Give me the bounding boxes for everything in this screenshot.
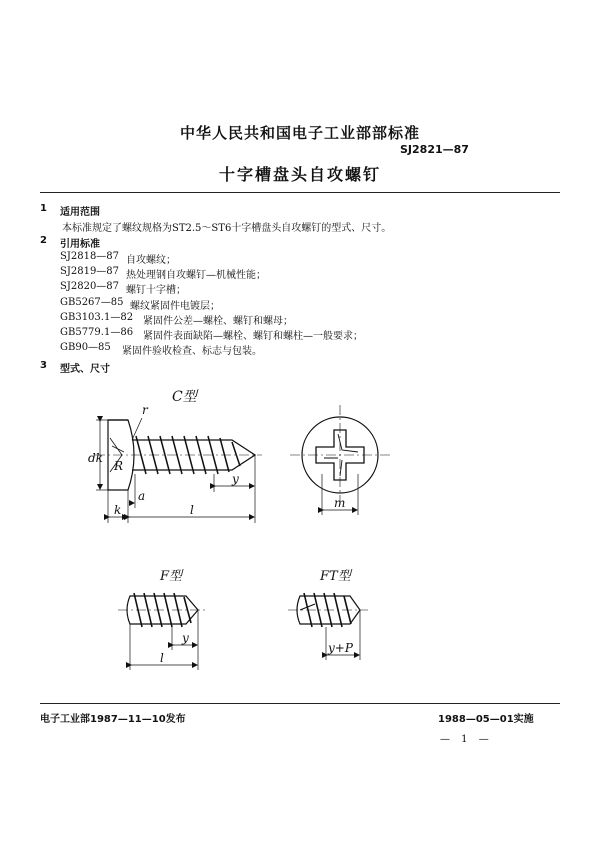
k-label: k — [114, 503, 122, 517]
y-label: y — [232, 472, 239, 486]
f-y-label: y — [182, 631, 189, 645]
ft-type-label: FT型 — [320, 569, 351, 584]
r-label: r — [142, 403, 148, 417]
R-label: R — [114, 459, 124, 473]
document-title: 十字槽盘头自攻螺钉 — [218, 165, 381, 184]
effective-date: 1988—05—01实施 — [438, 714, 534, 725]
l-label: l — [190, 503, 194, 517]
reference-code: GB5779.1—86 — [60, 327, 134, 338]
dk-label: dk — [88, 451, 103, 465]
c-type-label: C型 — [172, 389, 197, 405]
section-1-text: 本标准规定了螺纹规格为ST2.5～ST6十字槽盘头自攻螺钉的型式、尺寸。 — [62, 223, 392, 234]
f-type-label: F型 — [160, 569, 183, 584]
reference-title: 螺纹紧固件电镀层； — [130, 301, 220, 312]
reference-code: GB90—85 — [60, 342, 111, 353]
section-1-number: 1 — [40, 203, 47, 214]
reference-code: GB5267—85 — [60, 297, 124, 308]
m-label: m — [334, 496, 346, 510]
reference-title: 紧固件验收检查、标志与包装。 — [122, 346, 262, 357]
section-3-title: 型式、尺寸 — [60, 364, 110, 375]
section-2-number: 2 — [40, 235, 47, 246]
reference-code: SJ2818—87 — [60, 251, 120, 262]
section-3-number: 3 — [40, 360, 47, 371]
footer-rule — [40, 703, 560, 704]
reference-code: SJ2820—87 — [60, 281, 120, 292]
reference-code: GB3103.1—82 — [60, 312, 134, 323]
page-number: — 1 — — [440, 734, 493, 745]
y-plus-p-label: y+P — [328, 641, 353, 655]
reference-title: 自攻螺纹； — [126, 255, 176, 266]
issue-date: 电子工业部1987—11—10发布 — [40, 714, 186, 725]
a-label: a — [138, 489, 146, 503]
reference-title: 热处理钢自攻螺钉—机械性能； — [126, 270, 266, 281]
f-l-label: l — [160, 651, 164, 665]
reference-title: 紧固件公差—螺栓、螺钉和螺母； — [143, 316, 293, 327]
section-1-title: 适用范围 — [60, 207, 100, 218]
reference-code: SJ2819—87 — [60, 266, 120, 277]
reference-title: 紧固件表面缺陷—螺栓、螺钉和螺柱—一般要求； — [143, 331, 363, 342]
issuing-authority: 中华人民共和国电子工业部部标准 — [179, 124, 420, 142]
standard-code: SJ2821—87 — [400, 143, 469, 156]
reference-title: 螺钉十字槽； — [126, 285, 186, 296]
section-2-title: 引用标准 — [60, 239, 100, 250]
